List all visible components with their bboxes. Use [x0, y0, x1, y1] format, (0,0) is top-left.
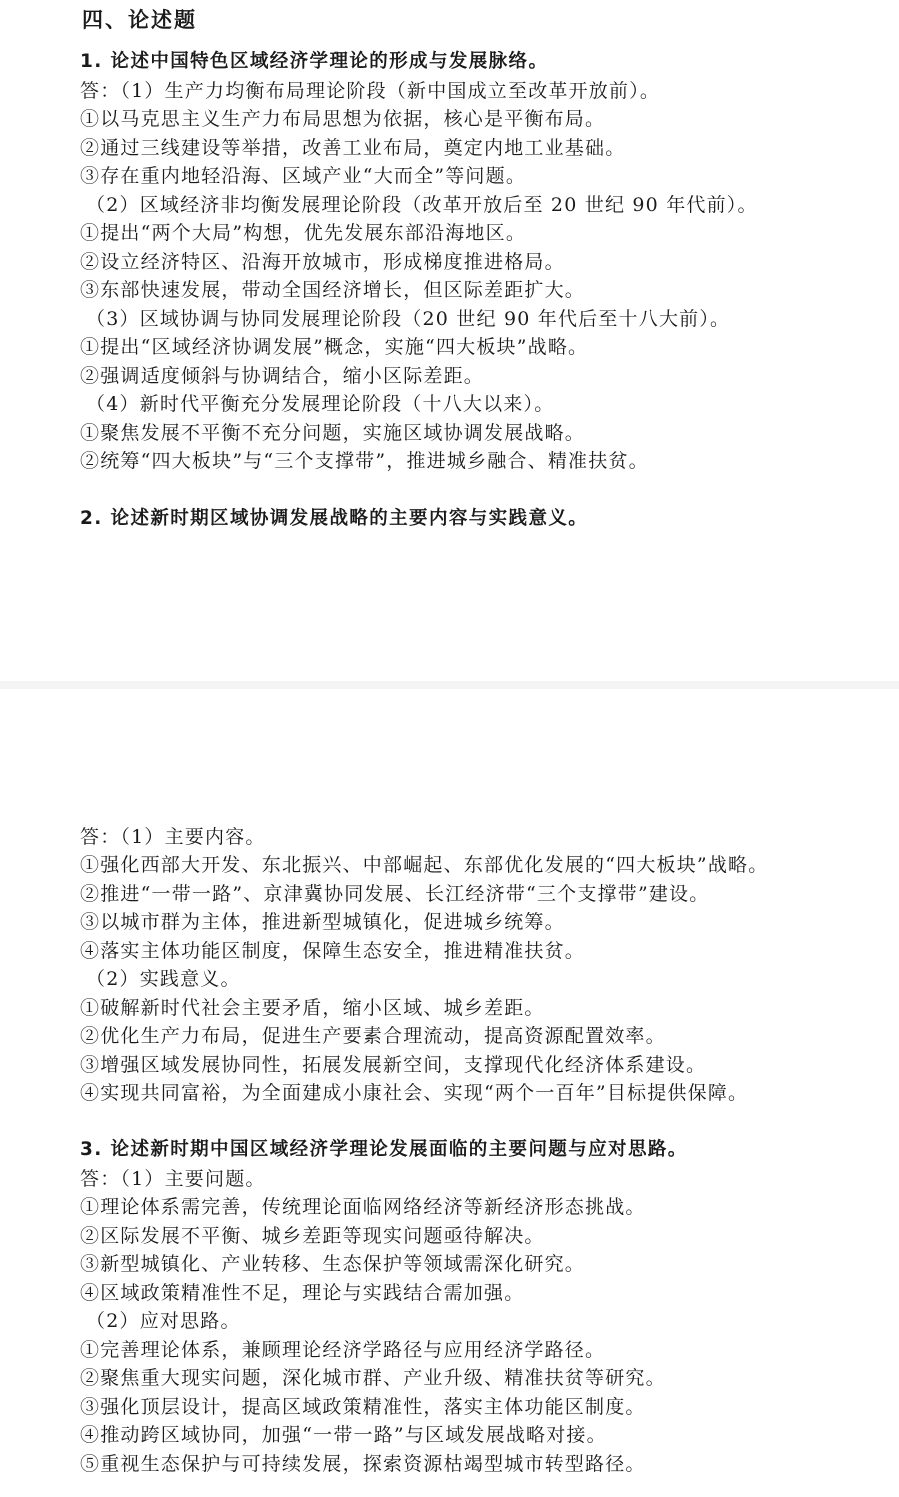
q1-answer-line: （3）区域协调与协同发展理论阶段（20 世纪 90 年代后至十八大前）。 [86, 308, 731, 330]
q1-answer-line: ③存在重内地轻沿海、区域产业“大而全”等问题。 [80, 165, 527, 187]
question-2-title: 2. 论述新时期区域协调发展战略的主要内容与实践意义。 [80, 508, 589, 529]
q2-answer-line: ③增强区域发展协同性，拓展发展新空间，支撑现代化经济体系建设。 [80, 1054, 707, 1076]
q3-answer-line: ①理论体系需完善，传统理论面临网络经济等新经济形态挑战。 [80, 1196, 646, 1218]
q3-answer-line: ①完善理论体系，兼顾理论经济学路径与应用经济学路径。 [80, 1339, 606, 1361]
q3-answer-line: 答：（1）主要问题。 [80, 1168, 266, 1190]
q3-answer-line: ②区际发展不平衡、城乡差距等现实问题亟待解决。 [80, 1225, 545, 1247]
q1-answer-line: ②通过三线建设等举措，改善工业布局，奠定内地工业基础。 [80, 137, 626, 159]
q2-answer-line: ③以城市群为主体，推进新型城镇化，促进城乡统筹。 [80, 911, 565, 933]
q1-answer-line: （2）区域经济非均衡发展理论阶段（改革开放后至 20 世纪 90 年代前）。 [86, 194, 758, 216]
section-title: 四、论述题 [82, 8, 197, 32]
q3-answer-line: ③强化顶层设计，提高区域政策精准性，落实主体功能区制度。 [80, 1396, 646, 1418]
q1-answer-line: ③东部快速发展，带动全国经济增长，但区际差距扩大。 [80, 279, 586, 301]
q1-answer-line: 答：（1）生产力均衡布局理论阶段（新中国成立至改革开放前）。 [80, 80, 661, 102]
q1-answer-line: ②统筹“四大板块”与“三个支撑带”，推进城乡融合、精准扶贫。 [80, 450, 649, 472]
q2-answer-line: ①破解新时代社会主要矛盾，缩小区域、城乡差距。 [80, 997, 545, 1019]
q1-answer-line: ①提出“两个大局”构想，优先发展东部沿海地区。 [80, 222, 527, 244]
question-1-title: 1. 论述中国特色区域经济学理论的形成与发展脉络。 [80, 51, 549, 72]
q1-answer-line: ①提出“区域经济协调发展”概念，实施“四大板块”战略。 [80, 336, 589, 358]
q2-answer-line: （2）实践意义。 [86, 968, 241, 990]
question-3-title: 3. 论述新时期中国区域经济学理论发展面临的主要问题与应对思路。 [80, 1139, 688, 1160]
q1-answer-line: ②设立经济特区、沿海开放城市，形成梯度推进格局。 [80, 251, 565, 273]
q2-answer-line: ②优化生产力布局，促进生产要素合理流动，提高资源配置效率。 [80, 1025, 666, 1047]
q1-answer-line: ①聚焦发展不平衡不充分问题，实施区域协调发展战略。 [80, 422, 586, 444]
q3-answer-line: ②聚焦重大现实问题，深化城市群、产业升级、精准扶贫等研究。 [80, 1367, 666, 1389]
q1-answer-line: （4）新时代平衡充分发展理论阶段（十八大以来）。 [86, 393, 555, 415]
q3-answer-line: ④区域政策精准性不足，理论与实践结合需加强。 [80, 1282, 525, 1304]
page-break-divider [0, 681, 899, 689]
q3-answer-line: ④推动跨区域协同，加强“一带一路”与区域发展战略对接。 [80, 1424, 607, 1446]
q2-answer-line: ②推进“一带一路”、京津冀协同发展、长江经济带“三个支撑带”建设。 [80, 883, 710, 905]
q3-answer-line: ⑤重视生态保护与可持续发展，探索资源枯竭型城市转型路径。 [80, 1453, 646, 1475]
q3-answer-line: （2）应对思路。 [86, 1310, 241, 1332]
q1-answer-line: ②强调适度倾斜与协调结合，缩小区际差距。 [80, 365, 485, 387]
q2-answer-line: ①强化西部大开发、东北振兴、中部崛起、东部优化发展的“四大板块”战略。 [80, 854, 769, 876]
q2-answer-line: ④落实主体功能区制度，保障生态安全，推进精准扶贫。 [80, 940, 586, 962]
q2-answer-line: 答：（1）主要内容。 [80, 826, 266, 848]
q1-answer-line: ①以马克思主义生产力布局思想为依据，核心是平衡布局。 [80, 108, 606, 130]
q2-answer-line: ④实现共同富裕，为全面建成小康社会、实现“两个一百年”目标提供保障。 [80, 1082, 749, 1104]
q3-answer-line: ③新型城镇化、产业转移、生态保护等领域需深化研究。 [80, 1253, 586, 1275]
